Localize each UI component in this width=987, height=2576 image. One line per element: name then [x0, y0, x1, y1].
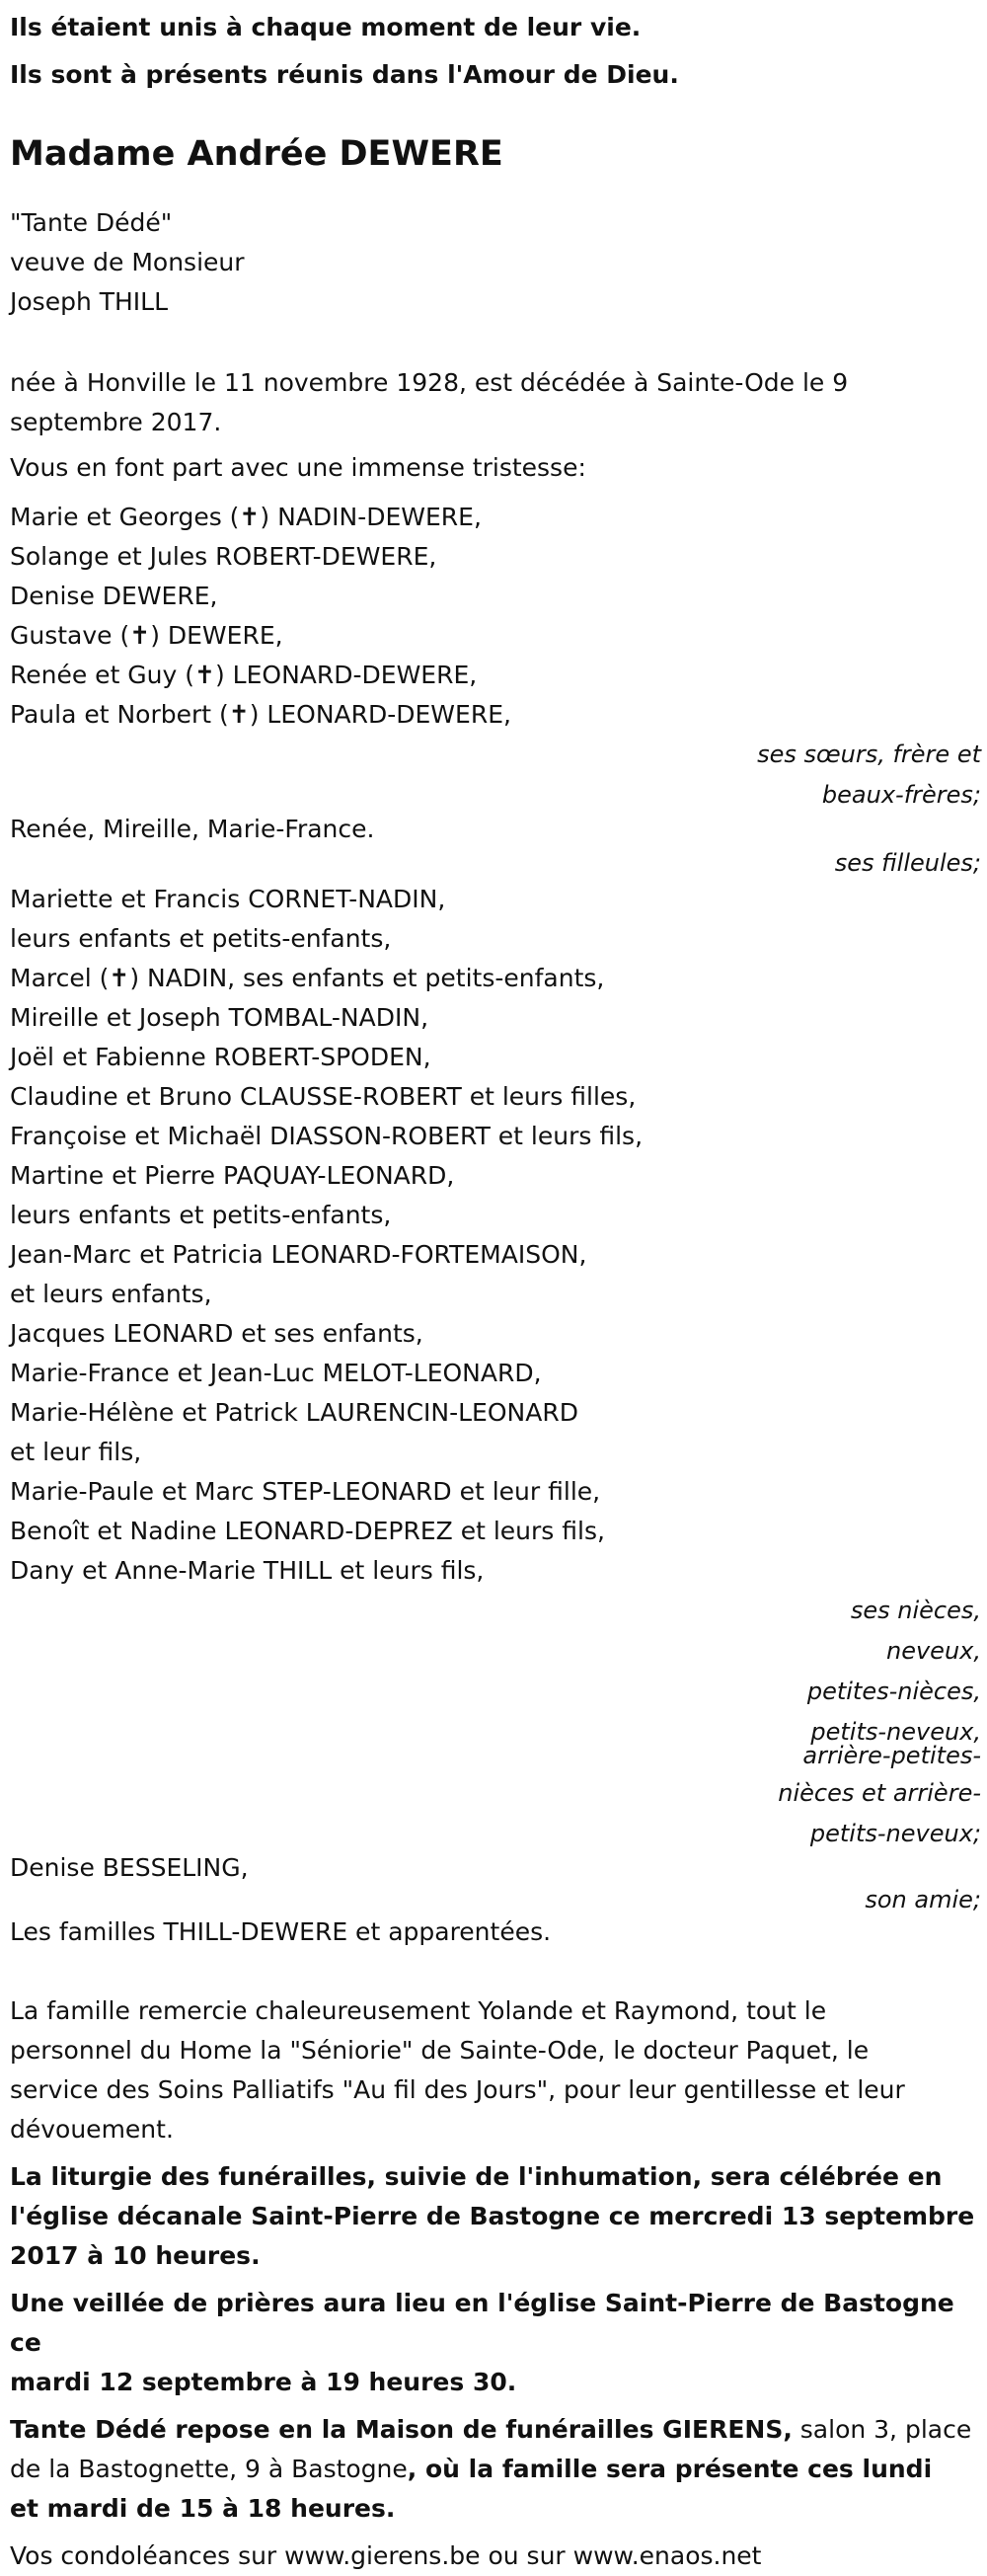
role-line: ses sœurs, frère et — [757, 741, 981, 768]
siblings-role — [754, 735, 981, 816]
list-item: Françoise et Michaël DIASSON-ROBERT et leurs fils, — [10, 1122, 644, 1150]
nephews-list — [10, 880, 981, 1591]
nephews-section — [10, 880, 981, 1854]
rest-plain: de la Bastognette, 9 à Bastogne — [10, 2455, 408, 2483]
list-item: Marie-Hélène et Patrick LAURENCIN-LEONARD — [10, 1398, 578, 1427]
role-line: arrière-petites- — [802, 1742, 981, 1769]
birth-death-line: née à Honville le 11 novembre 1928, est décédée à Sainte-Ode le 9 — [10, 368, 849, 397]
nickname-line: Joseph THILL — [10, 287, 169, 316]
list-item: Marie-Paule et Marc STEP-LEONARD et leur fille, — [10, 1477, 601, 1506]
thanks-block — [10, 1991, 981, 2149]
nickname-line: "Tante Dédé" — [10, 208, 173, 237]
rest-bold: Tante Dédé repose en la Maison de funérailles GIERENS, — [10, 2415, 793, 2444]
funeral-line: 2017 à 10 heures. — [10, 2241, 261, 2270]
announcement: Vous en font part avec une immense tristesse: — [10, 453, 586, 482]
rest-plain: salon 3, place — [792, 2415, 972, 2444]
list-item: et leurs enfants, — [10, 1280, 212, 1308]
list-item: leurs enfants et petits-enfants, — [10, 924, 392, 953]
goddaughters: Renée, Mireille, Marie-France. — [10, 815, 375, 843]
rest-bold: , où la famille sera présente ces lundi — [407, 2455, 933, 2483]
birth-death-line: septembre 2017. — [10, 408, 222, 436]
role-line: petits-neveux; — [809, 1820, 981, 1847]
rest-line: et mardi de 15 à 18 heures. — [10, 2494, 396, 2523]
list-item: Marcel (✝) NADIN, ses enfants et petits-enfants, — [10, 964, 605, 992]
thanks-line: service des Soins Palliatifs "Au fil des Jours", pour leur gentillesse et leur — [10, 2075, 905, 2104]
list-item: Paula et Norbert (✝) LEONARD-DEWERE, — [10, 700, 511, 729]
list-item: Claudine et Bruno CLAUSSE-ROBERT et leurs filles, — [10, 1082, 637, 1111]
list-item: Gustave (✝) DEWERE, — [10, 621, 283, 650]
thanks-line: La famille remercie chaleureusement Yolande et Raymond, tout le — [10, 1996, 827, 2025]
vigil-line: Une veillée de prières aura lieu en l'église Saint-Pierre de Bastogne ce — [10, 2289, 954, 2357]
thanks-line: personnel du Home la "Séniorie" de Sainte-Ode, le docteur Paquet, le — [10, 2036, 870, 2065]
list-item: Mireille et Joseph TOMBAL-NADIN, — [10, 1003, 429, 1032]
vigil-block — [10, 2284, 981, 2402]
condolences: Vos condoléances sur www.gierens.be ou sur www.enaos.net — [10, 2541, 762, 2570]
list-item: Mariette et Francis CORNET-NADIN, — [10, 885, 446, 913]
nickname-block — [10, 203, 981, 322]
rest-line — [10, 2410, 981, 2450]
siblings-list — [10, 498, 981, 735]
families: Les familles THILL-DEWERE et apparentées. — [10, 1917, 552, 1946]
list-item: Dany et Anne-Marie THILL et leurs fils, — [10, 1556, 485, 1585]
vigil-line: mardi 12 septembre à 19 heures 30. — [10, 2368, 517, 2396]
role-line: nièces et arrière- — [778, 1779, 981, 1807]
list-item: Martine et Pierre PAQUAY-LEONARD, — [10, 1161, 455, 1190]
role-line: petits-neveux, — [810, 1718, 981, 1746]
funeral-line: La liturgie des funérailles, suivie de l'inhumation, sera célébrée en — [10, 2162, 943, 2191]
thanks-line: dévouement. — [10, 2115, 174, 2144]
list-item: Jacques LEONARD et ses enfants, — [10, 1319, 423, 1348]
list-item: Jean-Marc et Patricia LEONARD-FORTEMAISON, — [10, 1240, 587, 1269]
list-item: Marie-France et Jean-Luc MELOT-LEONARD, — [10, 1359, 542, 1387]
list-item: Solange et Jules ROBERT-DEWERE, — [10, 542, 437, 571]
siblings-section — [10, 498, 981, 816]
friend: Denise BESSELING, — [10, 1853, 249, 1882]
role-line: ses nièces, neveux, — [850, 1597, 981, 1665]
list-item: Benoît et Nadine LEONARD-DEPREZ et leurs fils, — [10, 1517, 605, 1545]
goddaughters-role: ses filleules; — [834, 849, 981, 877]
list-item: Joël et Fabienne ROBERT-SPODEN, — [10, 1043, 431, 1071]
list-item: leurs enfants et petits-enfants, — [10, 1201, 392, 1229]
funeral-block — [10, 2157, 981, 2276]
nephews-role — [754, 1591, 981, 1854]
role-line: beaux-frères; — [821, 781, 981, 809]
list-item: Marie et Georges (✝) NADIN-DEWERE, — [10, 503, 482, 531]
deceased-name: Madame Andrée DEWERE — [10, 134, 503, 174]
friend-role: son amie; — [865, 1886, 981, 1913]
intro-line: Ils étaient unis à chaque moment de leur vie. — [10, 13, 642, 41]
list-item: Denise DEWERE, — [10, 582, 218, 610]
list-item: et leur fils, — [10, 1438, 142, 1466]
rest-line — [10, 2450, 981, 2489]
nickname-line: veuve de Monsieur — [10, 248, 245, 276]
role-line: petites-nièces, — [806, 1678, 981, 1705]
rest-block — [10, 2410, 981, 2529]
list-item: Renée et Guy (✝) LEONARD-DEWERE, — [10, 661, 478, 689]
funeral-line: l'église décanale Saint-Pierre de Bastogne ce mercredi 13 septembre — [10, 2202, 975, 2230]
obituary-page — [10, 0, 981, 2576]
intro-line: Ils sont à présents réunis dans l'Amour de Dieu. — [10, 60, 679, 89]
birth-death-block — [10, 363, 981, 442]
